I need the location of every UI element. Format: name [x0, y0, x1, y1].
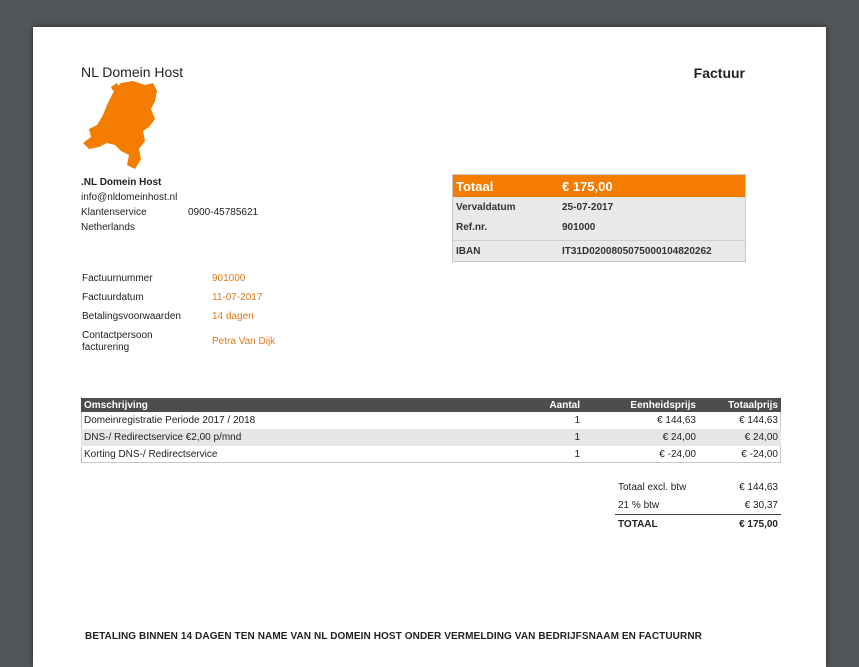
- vat-label: 21 % btw: [618, 499, 660, 511]
- item-total-price: € 24,00: [699, 429, 781, 446]
- payment-summary: [452, 174, 746, 262]
- address-service: [81, 205, 258, 220]
- grand-total-label: TOTAAL: [618, 518, 658, 530]
- col-header-unit-price: Eenheidsprijs: [583, 398, 699, 412]
- due-value: 25-07-2017: [562, 201, 614, 213]
- item-description: DNS-/ Redirectservice €2,00 p/mnd: [81, 429, 527, 446]
- address-email: info@nldomeinhost.nl: [81, 192, 178, 203]
- service-phone: 0900-45785621: [188, 207, 259, 218]
- item-total-price: € 144,63: [739, 415, 778, 426]
- item-unit-price: € -24,00: [659, 449, 696, 460]
- line-items-table: [81, 398, 781, 463]
- totals-excl-row: [615, 478, 781, 496]
- meta-label: Betalingsvoorwaarden: [82, 311, 181, 322]
- excl-label: Totaal excl. btw: [618, 481, 687, 493]
- netherlands-map-logo: [81, 79, 161, 171]
- item-unit-price: € 24,00: [583, 429, 699, 446]
- col-header-quantity: Aantal: [527, 398, 583, 412]
- iban-label: IBAN: [456, 245, 481, 257]
- col-header-description: Omschrijving: [81, 398, 527, 412]
- invoice-page: [33, 27, 826, 667]
- summary-due-row: [453, 197, 745, 217]
- item-total-price: € -24,00: [741, 449, 778, 460]
- table-header-row: [81, 398, 781, 412]
- ref-value: 901000: [562, 221, 596, 233]
- summary-ref-row: [453, 217, 745, 237]
- grand-total-value: € 175,00: [739, 518, 778, 530]
- item-description: Domeinregistratie Periode 2017 / 2018: [84, 415, 256, 426]
- meta-row: [82, 273, 275, 285]
- meta-row: [82, 330, 275, 354]
- excl-value: € 144,63: [739, 481, 778, 493]
- due-label: Vervaldatum: [456, 201, 516, 213]
- summary-iban-row: [453, 241, 745, 261]
- meta-value: 14 dagen: [212, 311, 254, 322]
- address-name: .NL Domein Host: [81, 177, 162, 188]
- item-unit-price: € 144,63: [657, 415, 696, 426]
- document-title: Factuur: [693, 65, 745, 81]
- ref-label: Ref.nr.: [456, 221, 488, 233]
- table-row: [81, 412, 781, 429]
- table-row: [81, 429, 781, 446]
- meta-label: Contactpersoon facturering: [82, 330, 153, 353]
- col-header-total-price: Totaalprijs: [699, 398, 781, 412]
- item-description: Korting DNS-/ Redirectservice: [84, 449, 218, 460]
- meta-row: [82, 311, 275, 323]
- summary-total-label: Totaal: [456, 178, 494, 194]
- vat-value: € 30,37: [744, 499, 778, 511]
- iban-value: IT31D0200805075000104820262: [562, 245, 712, 257]
- item-quantity: 1: [574, 415, 580, 426]
- meta-value: 11-07-2017: [212, 292, 263, 303]
- meta-label: Factuurdatum: [82, 292, 144, 303]
- item-quantity: 1: [574, 449, 580, 460]
- meta-label: Factuurnummer: [82, 273, 153, 284]
- totals-block: [615, 478, 781, 533]
- address-country: Netherlands: [81, 222, 135, 233]
- service-label: Klantenservice: [81, 207, 147, 218]
- summary-total-row: [453, 175, 745, 197]
- meta-row: [82, 292, 275, 304]
- item-quantity: 1: [527, 429, 583, 446]
- table-row: [81, 446, 781, 463]
- meta-value: 901000: [212, 273, 246, 284]
- totals-final-row: [615, 514, 781, 533]
- company-address: [81, 175, 258, 235]
- summary-total-value: € 175,00: [562, 178, 613, 194]
- payment-instructions: BETALING BINNEN 14 DAGEN TEN NAME VAN NL DOMEIN HOST ONDER VERMELDING VAN BEDRIJFSNAAM EN FACTUURNR: [85, 631, 702, 642]
- totals-vat-row: [615, 496, 781, 514]
- invoice-meta: [82, 273, 275, 361]
- company-name: NL Domein Host: [81, 64, 184, 80]
- meta-value: Petra Van Dijk: [212, 336, 276, 347]
